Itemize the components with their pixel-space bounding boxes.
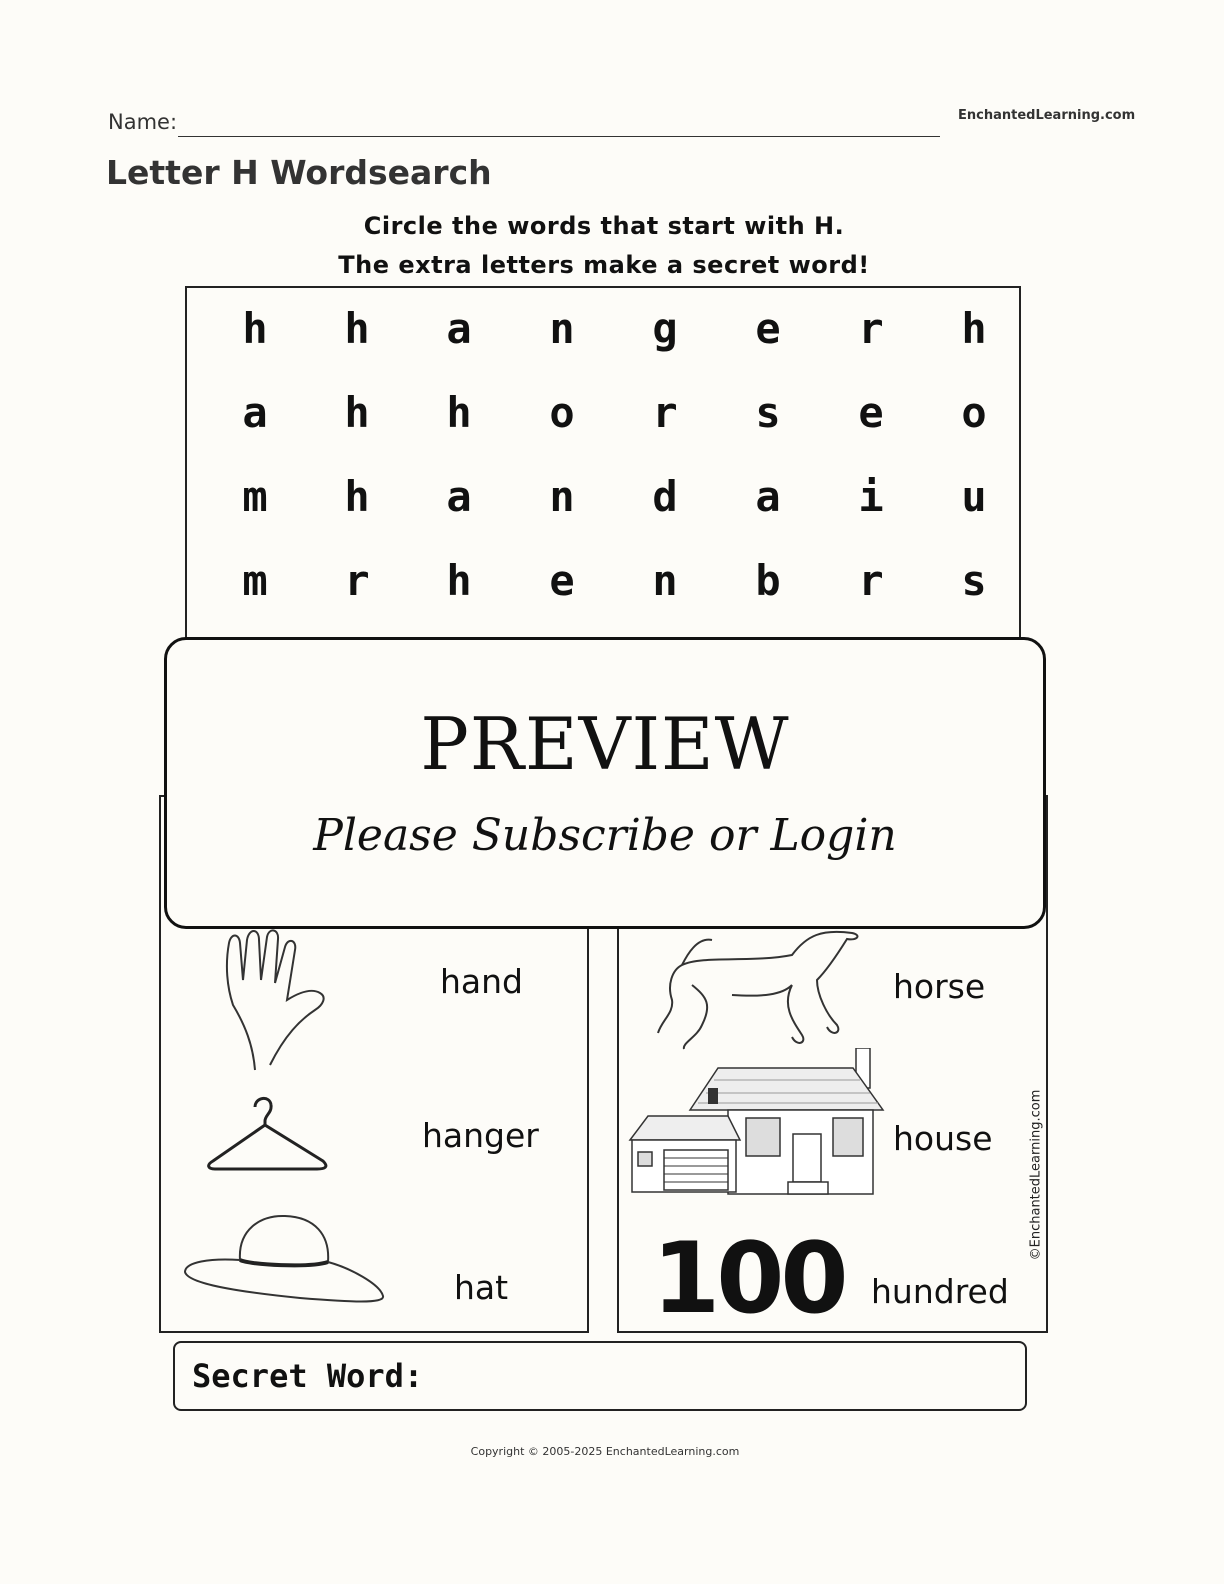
- grid-letter[interactable]: h: [961, 304, 987, 353]
- word-house: house: [893, 1119, 993, 1158]
- side-copyright: ©EnchantedLearning.com: [1028, 1089, 1044, 1261]
- grid-letter[interactable]: h: [344, 472, 370, 521]
- grid-letter[interactable]: e: [755, 304, 781, 353]
- house-icon: [628, 1048, 888, 1198]
- wordsearch-grid: [185, 286, 1021, 646]
- grid-letter[interactable]: n: [652, 556, 678, 605]
- grid-letter[interactable]: b: [755, 556, 781, 605]
- grid-letter[interactable]: g: [652, 304, 678, 353]
- grid-letter[interactable]: h: [242, 304, 268, 353]
- secret-word-label: Secret Word:: [192, 1357, 424, 1395]
- grid-letter[interactable]: r: [652, 388, 678, 437]
- grid-letter[interactable]: a: [242, 388, 268, 437]
- preview-overlay[interactable]: [164, 637, 1046, 929]
- grid-letter[interactable]: m: [242, 556, 268, 605]
- word-hat: hat: [454, 1268, 509, 1307]
- brand-link[interactable]: EnchantedLearning.com: [958, 108, 1136, 123]
- horse-icon: [652, 925, 867, 1055]
- grid-letter[interactable]: n: [549, 472, 575, 521]
- grid-letter[interactable]: a: [755, 472, 781, 521]
- hand-icon: [215, 925, 335, 1075]
- grid-letter[interactable]: a: [446, 472, 472, 521]
- word-horse: horse: [893, 967, 986, 1006]
- grid-letter[interactable]: o: [961, 388, 987, 437]
- secret-word-box[interactable]: [173, 1341, 1027, 1411]
- grid-letter[interactable]: s: [755, 388, 781, 437]
- grid-letter[interactable]: r: [858, 556, 884, 605]
- grid-letter[interactable]: e: [549, 556, 575, 605]
- hundred-number: 100: [652, 1222, 845, 1336]
- hanger-icon: [205, 1095, 330, 1175]
- word-hand: hand: [440, 962, 523, 1001]
- grid-letter[interactable]: r: [344, 556, 370, 605]
- instruction-line-2: The extra letters make a secret word!: [338, 251, 870, 279]
- grid-letter[interactable]: h: [446, 388, 472, 437]
- preview-title: PREVIEW: [420, 702, 790, 786]
- grid-letter[interactable]: m: [242, 472, 268, 521]
- footer-copyright: Copyright © 2005-2025 EnchantedLearning.com: [470, 1445, 740, 1458]
- word-hanger: hanger: [422, 1116, 539, 1155]
- grid-letter[interactable]: h: [344, 304, 370, 353]
- grid-letter[interactable]: h: [344, 388, 370, 437]
- grid-letter[interactable]: d: [652, 472, 678, 521]
- name-label: Name:: [108, 110, 178, 134]
- grid-letter[interactable]: a: [446, 304, 472, 353]
- grid-letter[interactable]: e: [858, 388, 884, 437]
- instruction-line-1: Circle the words that start with H.: [363, 212, 845, 240]
- grid-letter[interactable]: r: [858, 304, 884, 353]
- grid-letter[interactable]: n: [549, 304, 575, 353]
- grid-letter[interactable]: i: [858, 472, 884, 521]
- grid-letter[interactable]: o: [549, 388, 575, 437]
- grid-letter[interactable]: s: [961, 556, 987, 605]
- name-line: [178, 136, 940, 137]
- grid-letter[interactable]: u: [961, 472, 987, 521]
- word-hundred: hundred: [871, 1272, 1009, 1311]
- preview-subtitle[interactable]: Please Subscribe or Login: [313, 810, 897, 861]
- hat-icon: [180, 1210, 390, 1310]
- grid-letter[interactable]: h: [446, 556, 472, 605]
- page-title: Letter H Wordsearch: [106, 153, 492, 192]
